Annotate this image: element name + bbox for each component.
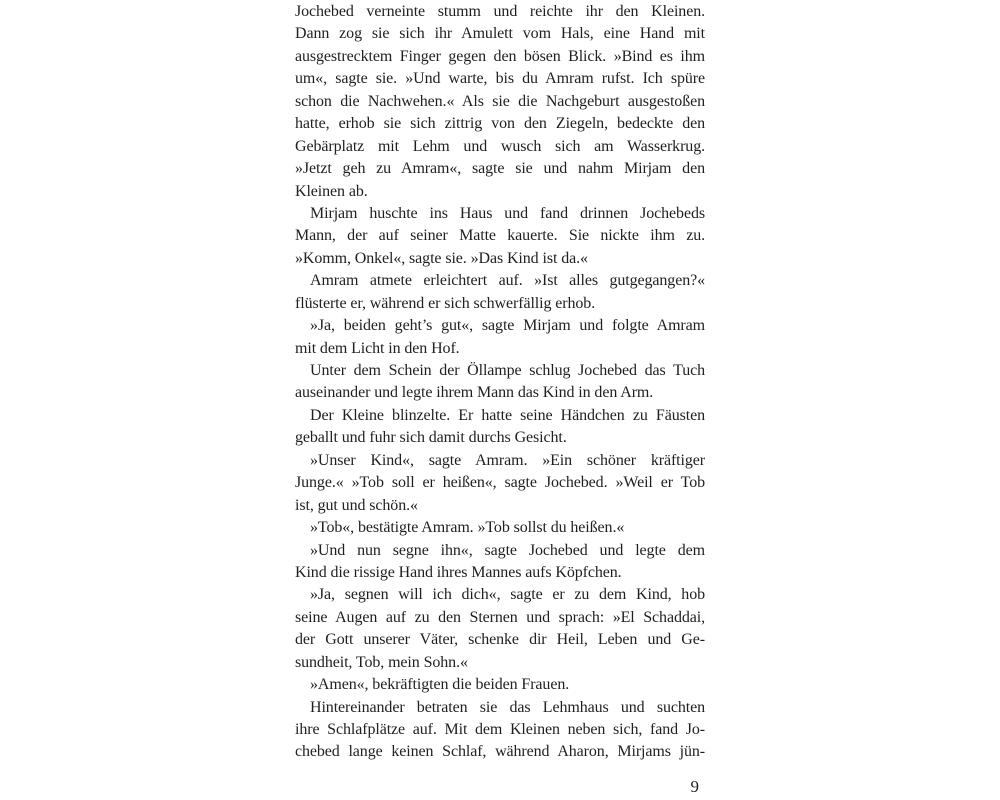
- text-line: »Unser Kind«, sagte Amram. »Ein schöner kräftiger: [310, 451, 705, 469]
- text-line: schon die Nachwehen.« Als sie die Nachgeburt ausgestoßen: [295, 92, 705, 110]
- text-line: ist, gut und schön.«: [295, 496, 418, 514]
- text-line: chebed lange keinen Schlaf, während Aharon, Mirjams jün-: [295, 743, 705, 761]
- text-line: Dann zog sie sich ihr Amulett vom Hals, eine Hand mit: [295, 25, 705, 43]
- text-line: »Ja, beiden geht’s gut«, sagte Mirjam und folgte Amram: [310, 317, 705, 335]
- text-line: ihre Schlafplätze auf. Mit dem Kleinen neben sich, fand Jo-: [295, 721, 705, 738]
- text-line: seine Augen auf zu den Sternen und sprach: »El Schaddai,: [295, 608, 705, 626]
- text-line: auseinander und legte ihrem Mann das Kind in den Arm.: [295, 384, 654, 402]
- text-line: Junge.« »Tob soll er heißen«, sagte Jochebed. »Weil er Tob: [295, 474, 705, 492]
- paragraph: [295, 697, 705, 764]
- text-line: »Tob«, bestätigte Amram. »Tob sollst du heißen.«: [310, 519, 625, 537]
- paragraph: [295, 270, 705, 315]
- text-line: flüsterte er, während er sich schwerfällig erhob.: [295, 294, 596, 312]
- text-line: ausgestrecktem Finger gegen den bösen Blick. »Bind es ihm: [295, 47, 705, 65]
- text-line: Mirjam huschte ins Haus und fand drinnen Jochebeds: [310, 204, 705, 222]
- text-line: Mann, der auf seiner Matte kauerte. Sie nickte ihm zu.: [295, 227, 705, 245]
- text-line: mit dem Licht in den Hof.: [295, 339, 460, 357]
- text-line: »Jetzt geh zu Amram«, sagte sie und nahm Mirjam den: [295, 160, 705, 178]
- paragraph: [295, 203, 705, 270]
- paragraph: [295, 540, 705, 585]
- text-line: Jochebed verneinte stumm und reichte ihr den Kleinen.: [295, 3, 705, 20]
- paragraph: [295, 315, 705, 360]
- text-line: sundheit, Tob, mein Sohn.«: [295, 653, 468, 671]
- text-line: Hintereinander betraten sie das Lehmhaus und suchten: [310, 698, 705, 716]
- text-line: Gebärplatz mit Lehm und wusch sich am Wasserkrug.: [295, 137, 705, 155]
- text-line: »Und nun segne ihn«, sagte Jochebed und legte dem: [310, 541, 705, 559]
- paragraph: [295, 405, 705, 450]
- text-line: der Gott unserer Väter, schenke dir Heil, Leben und Ge-: [295, 631, 705, 649]
- paragraph: [295, 450, 705, 517]
- paragraph: [295, 517, 705, 539]
- text-line: Unter dem Schein der Öllampe schlug Jochebed das Tuch: [310, 362, 705, 379]
- text-line: Amram atmete erleichtert auf. »Ist alles gutgegangen?«: [310, 272, 705, 290]
- text-line: Kind die rissige Hand ihres Mannes aufs Köpfchen.: [295, 563, 622, 581]
- page-number: 9: [690, 777, 699, 796]
- text-line: geballt und fuhr sich damit durchs Gesicht.: [295, 429, 567, 447]
- text-line: »Amen«, bekräftigten die beiden Frauen.: [310, 676, 570, 694]
- text-line: »Komm, Onkel«, sagte sie. »Das Kind ist da.«: [295, 249, 588, 267]
- text-line: Kleinen ab.: [295, 182, 368, 200]
- paragraph: [295, 584, 705, 674]
- text-line: hatte, erhob sie sich zittrig von den Ziegeln, bedeckte den: [295, 115, 705, 133]
- paragraph: [295, 360, 705, 405]
- text-line: Der Kleine blinzelte. Er hatte seine Händchen zu Fäusten: [310, 406, 705, 424]
- text-block: [295, 1, 705, 764]
- text-line: um«, sagte sie. »Und warte, bis du Amram rufst. Ich spüre: [295, 70, 705, 88]
- text-line: »Ja, segnen will ich dich«, sagte er zu dem Kind, hob: [310, 586, 705, 604]
- paragraph: [295, 674, 705, 696]
- paragraph: [295, 1, 705, 203]
